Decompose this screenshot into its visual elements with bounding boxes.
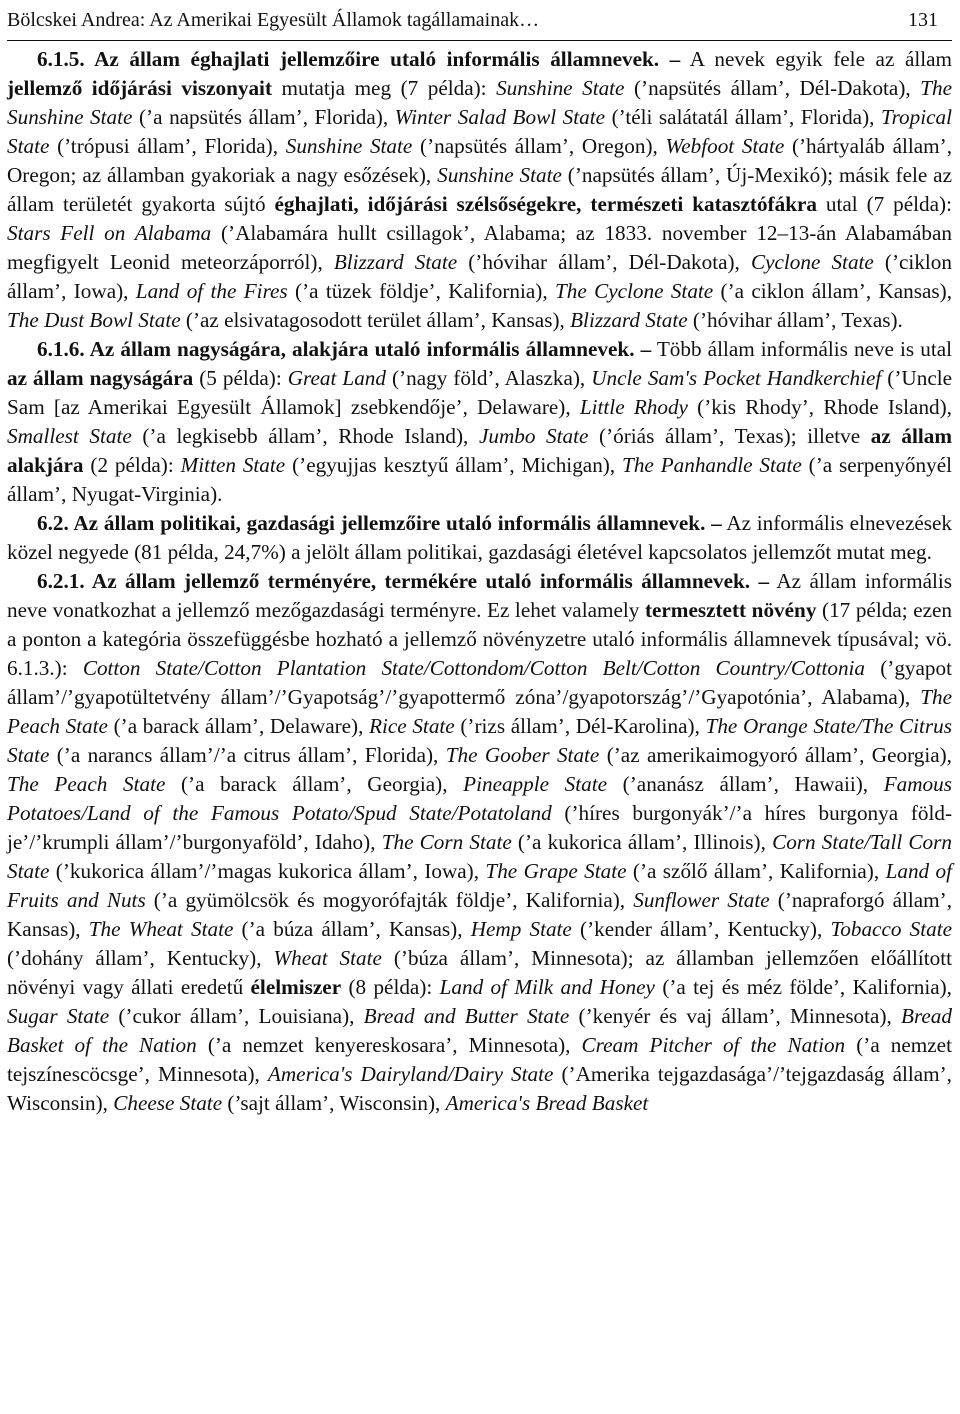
state-nickname: Land of Fruits and Nuts [7,859,953,912]
state-nickname: Winter Salad Bowl State [394,105,606,129]
paragraph-text [7,337,952,506]
emphasis-text: termesztett növény [644,598,817,622]
state-nickname: Rice State [369,714,455,738]
state-nickname: Cotton State/Cotton Plantation State/Cottondom/Cotton Belt/Cotton Country/Cottonia [82,656,866,680]
body-text: (’trópusi állam’, Florida), [49,134,286,158]
body-text: (’napsütés állam’, Oregon), [412,134,666,158]
state-nickname: Hemp State [470,917,572,941]
body-text: Az állam informális neve vonatkozhat a jellemző mezőgazdasági terményre. Ez lehet valamely [7,569,953,622]
body-text: (’a tej és méz földe’, Kalifornia), [654,975,952,999]
state-nickname: The Peach State [7,685,952,738]
page-number: 131 [908,9,938,31]
body-text: (’híres burgonyák’/’a híres burgonya földje’/’krumpli állam’/’burgonyaföld’, Idaho), [7,801,953,854]
body-text: (’nagy föld’, Alaszka), [385,366,592,390]
state-nickname: Blizzard State [333,250,458,274]
body-text: (’kis Rhody’, Rhode Island), [687,395,952,419]
body-text: (’kukorica állam’/’magas kukorica állam’, Iowa), [49,859,486,883]
running-header [7,0,952,40]
body-text: (’dohány állam’, Kentucky), [7,946,274,970]
body-text: (’a nemzet tejszínescöcsge’, Minnesota), [7,1033,952,1086]
body-text: (’ciklon állam’, Iowa), [7,250,952,303]
section-heading: 6.1.5. Az állam éghajlati jellemzőire utaló informális államnevek. – [37,47,681,71]
emphasis-text: az állam alakjára [7,424,952,477]
state-nickname: Blizzard State [570,308,688,332]
state-nickname: Pineapple State [463,772,608,796]
header-title: Bölcskei Andrea: Az Amerikai Egyesült Államok tagállamainak… [7,9,540,31]
state-nickname: The Grape State [485,859,627,883]
state-nickname: The Corn State [381,830,512,854]
section-heading: 6.1.6. Az állam nagyságára, alakjára utaló informális államnevek. – [37,337,652,361]
body-text: (’Uncle Sam [az Amerikai Egyesült Államok] zsebkendője’, Delaware), [7,366,953,419]
state-nickname: Sunflower State [633,888,770,912]
state-nickname: Corn State/Tall Corn State [7,830,952,883]
body-text: utal (7 példa): [816,192,952,216]
state-nickname: Jumbo State [478,424,589,448]
state-nickname: Bread and Butter State [363,1004,570,1028]
body-text: (’ananász állam’, Hawaii), [607,772,884,796]
emphasis-text: az állam nagyságára [7,366,194,390]
state-nickname: The Peach State [7,772,166,796]
state-nickname: Little Rhody [579,395,688,419]
body-text: Az informális elnevezések közel negyede (81 példa, 24,7%) a jelölt állam politikai, gazdasági életével kapcsolatos jellemzőt mutat meg. [7,511,952,564]
emphasis-text: éghajlati, időjárási szélsőségekre, természeti katasztófákra [274,192,817,216]
body-text: mutatja meg (7 példa): [272,76,497,100]
body-text: (17 példa; ezen a ponton a kategória összefüggésbe hozható a jellemző növényzetre utaló informális államnevek típusával; vö. 6.1.3.): [7,598,952,680]
state-nickname: Cream Pitcher of the Nation [581,1033,846,1057]
state-nickname: Sugar State [7,1004,110,1028]
body-text: (’napraforgó állam’, Kansas), [7,888,952,941]
paragraph-6-1-5 [7,45,952,335]
body-text: (’sajt állam’, Wisconsin), [222,1091,446,1115]
body-text: (’az amerikaimogyoró állam’, Georgia), [599,743,952,767]
body-text: A nevek egyik fele az állam [680,47,952,71]
state-nickname: America's Dairyland/Dairy State [267,1062,554,1086]
body-text: (’a legkisebb állam’, Rhode Island), [131,424,479,448]
body-text: (’a tüzek földje’, Kalifornia), [287,279,555,303]
body-text: (8 példa): [341,975,440,999]
body-text: (’gyapot állam’/’gyapotültetvény állam’/’Gyapotság’/’gyapottermő zóna’/gyapotország’/’Gyapotónia’, Alabama), [7,656,952,709]
state-nickname: The Sunshine State [7,76,952,129]
state-nickname: Land of the Fires [135,279,288,303]
body-text: (’a napsütés állam’, Florida), [132,105,395,129]
state-nickname: Tropical State [7,105,953,158]
state-nickname: Mitten State [180,453,286,477]
body-text: (’búza állam’, Minnesota); az államban jellemzően előállított növényi vagy állati eredetű [7,946,952,999]
paragraph-6-2-1 [7,567,952,1118]
body-text: (’a búza állam’, Kansas), [233,917,471,941]
state-nickname: Sunshine State [285,134,413,158]
state-nickname: Stars Fell on Alabama [7,221,212,245]
body-text: (’rizs állam’, Dél-Karolina), [454,714,706,738]
body-text: Több állam informális neve is utal [651,337,953,361]
body-text: (’a nemzet kenyereskosara’, Minnesota), [196,1033,582,1057]
state-nickname: Sunshine State [437,163,562,187]
body-text: (’a ciklon állam’, Kansas), [713,279,952,303]
body-text: (’hártyaláb állam’, Oregon; az államban gyakoriak a nagy esőzések), [7,134,952,187]
body-text: (’egyujjas kesztyű állam’, Michigan), [285,453,623,477]
body-text: (’hóvihar állam’, Texas). [687,308,903,332]
state-nickname: Bread Basket of the Nation [7,1004,952,1057]
state-nickname: Sunshine State [496,76,625,100]
body-text: (’a kukorica állam’, Illinois), [511,830,773,854]
state-nickname: Webfoot State [665,134,785,158]
body-text: (’napsütés állam’, Új-Mexikó); másik fele az állam területét gyakorta sújtó [7,163,952,216]
body-text: (’kenyér és vaj állam’, Minnesota), [569,1004,901,1028]
body-text: (’a barack állam’, Delaware), [107,714,370,738]
state-nickname: Great Land [287,366,386,390]
body-text: (’Alabamára hullt csillagok’, Alabama; az 1833. november 12–13-án Alabamában megfigyelt Leonid meteorzáporról), [7,221,952,274]
state-nickname: Famous Potatoes/Land of the Famous Potato/Spud State/Potatoland [7,772,952,825]
paragraph-6-2 [7,509,952,567]
body-text: (’óriás állam’, Texas); illetve [588,424,871,448]
paragraph-6-1-6 [7,335,952,509]
body-text: (’a narancs állam’/’a citrus állam’, Florida), [49,743,446,767]
state-nickname: Land of Milk and Honey [439,975,655,999]
state-nickname: The Goober State [445,743,600,767]
body-text: (’Amerika tejgazdasága’/’tejgazdaság állam’, Wisconsin), [7,1062,952,1115]
body-text: (’az elsivatagosodott terület állam’, Kansas), [180,308,571,332]
emphasis-text: jellemző időjárási viszonyait [7,76,272,100]
body-text: (’a gyümölcsök és mogyorófajták földje’, Kalifornia), [145,888,634,912]
state-nickname: Smallest State [7,424,132,448]
state-nickname: Cyclone State [750,250,874,274]
body-text: (’a szőlő állam’, Kalifornia), [626,859,886,883]
header-rule [7,40,952,41]
state-nickname: Tobacco State [830,917,952,941]
document-body [7,45,952,1118]
section-heading: 6.2. Az állam politikai, gazdasági jellemzőire utaló informális államnevek. – [37,511,722,535]
state-nickname: The Panhandle State [622,453,802,477]
state-nickname: The Cyclone State [554,279,714,303]
state-nickname: Uncle Sam's Pocket Handkerchief [591,366,882,390]
body-text: (’téli salátatál állam’, Florida), [605,105,881,129]
body-text: (2 példa): [83,453,181,477]
body-text: (5 példa): [193,366,288,390]
state-nickname: Cheese State [113,1091,223,1115]
body-text: (’a serpenyőnyél állam’, Nyugat-Virginia). [7,453,952,506]
emphasis-text: élelmiszer [250,975,342,999]
state-nickname: Wheat State [273,946,382,970]
paragraph-text [7,569,952,1115]
body-text: (’hóvihar állam’, Dél-Dakota), [457,250,751,274]
body-text: (’napsütés állam’, Dél-Dakota), [624,76,921,100]
body-text: (’kender állam’, Kentucky), [571,917,831,941]
body-text: (’cukor állam’, Louisiana), [109,1004,364,1028]
state-nickname: America's Bread Basket [445,1091,649,1115]
paragraph-text [7,47,952,332]
state-nickname: The Dust Bowl State [7,308,181,332]
body-text: (’a barack állam’, Georgia), [165,772,464,796]
section-heading: 6.2.1. Az állam jellemző terményére, termékére utaló informális államnevek. – [37,569,770,593]
state-nickname: The Wheat State [88,917,234,941]
state-nickname: The Orange State/The Citrus State [7,714,952,767]
